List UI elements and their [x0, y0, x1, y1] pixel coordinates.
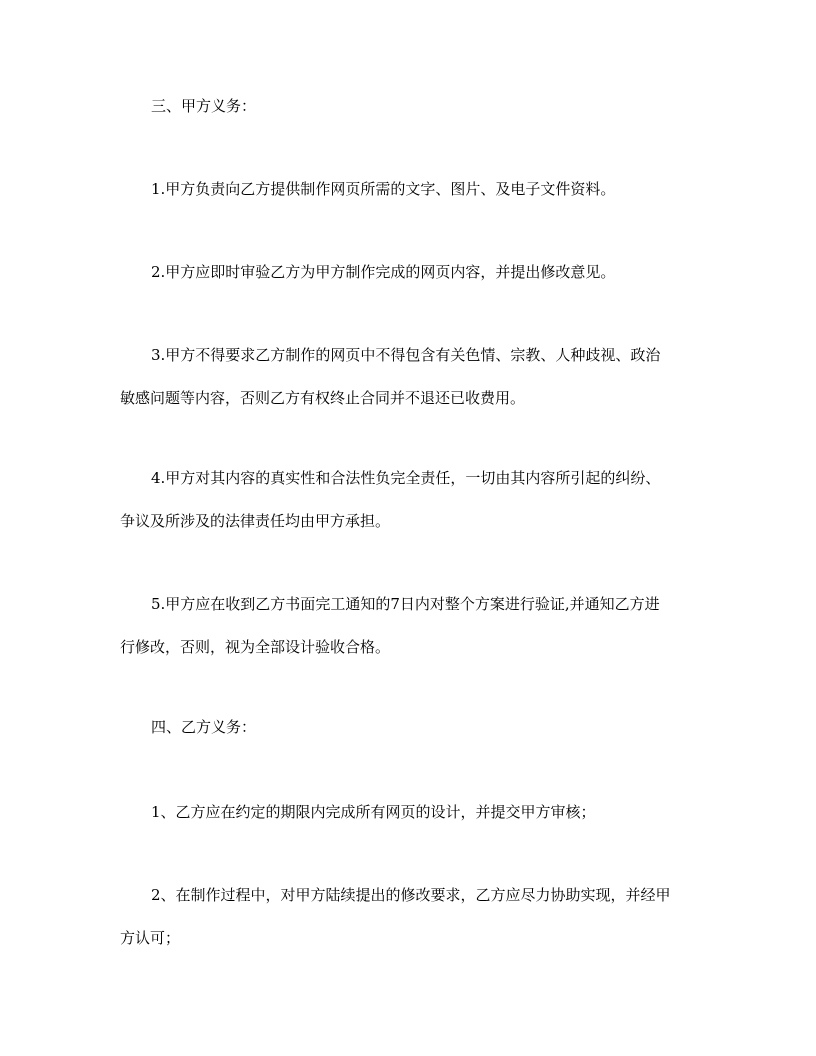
clause-b2	[120, 885, 700, 948]
paragraph-line: 方认可；	[120, 929, 181, 947]
paragraph-line: 三、甲方义务：	[151, 97, 257, 115]
paragraph-line: 敏感问题等内容，否则乙方有权终止合同并不退还已收费用。	[120, 389, 526, 407]
paragraph-line: 3.甲方不得要求乙方制作的网页中不得包含有关色情、宗教、人种歧视、政治	[151, 346, 661, 364]
section-heading-party-a-obligations	[120, 96, 700, 116]
clause-a2	[120, 262, 700, 282]
clause-a3	[120, 345, 700, 408]
paragraph-line: 争议及所涉及的法律责任均由甲方承担。	[120, 512, 391, 530]
paragraph-line: 1、乙方应在约定的期限内完成所有网页的设计，并提交甲方审核；	[151, 803, 596, 821]
clause-b1	[120, 802, 700, 822]
paragraph-line: 5.甲方应在收到乙方书面完工通知的7日内对整个方案进行验证,并通知乙方进	[151, 595, 660, 613]
paragraph-line: 2.甲方应即时审验乙方为甲方制作完成的网页内容，并提出修改意见。	[151, 263, 616, 281]
paragraph-line: 4.甲方对其内容的真实性和合法性负完全责任，一切由其内容所引起的纠纷、	[151, 469, 661, 487]
paragraph-line: 四、乙方义务：	[151, 718, 257, 736]
paragraph-line: 行修改，否则，视为全部设计验收合格。	[120, 638, 391, 656]
section-heading-party-b-obligations	[120, 717, 700, 737]
clause-a5	[120, 594, 700, 657]
paragraph-line: 1.甲方负责向乙方提供制作网页所需的文字、图片、及电子文件资料。	[151, 180, 616, 198]
clause-a1	[120, 179, 700, 199]
clause-a4	[120, 468, 700, 531]
paragraph-line: 2、在制作过程中，对甲方陆续提出的修改要求，乙方应尽力协助实现，并经甲	[151, 886, 671, 904]
